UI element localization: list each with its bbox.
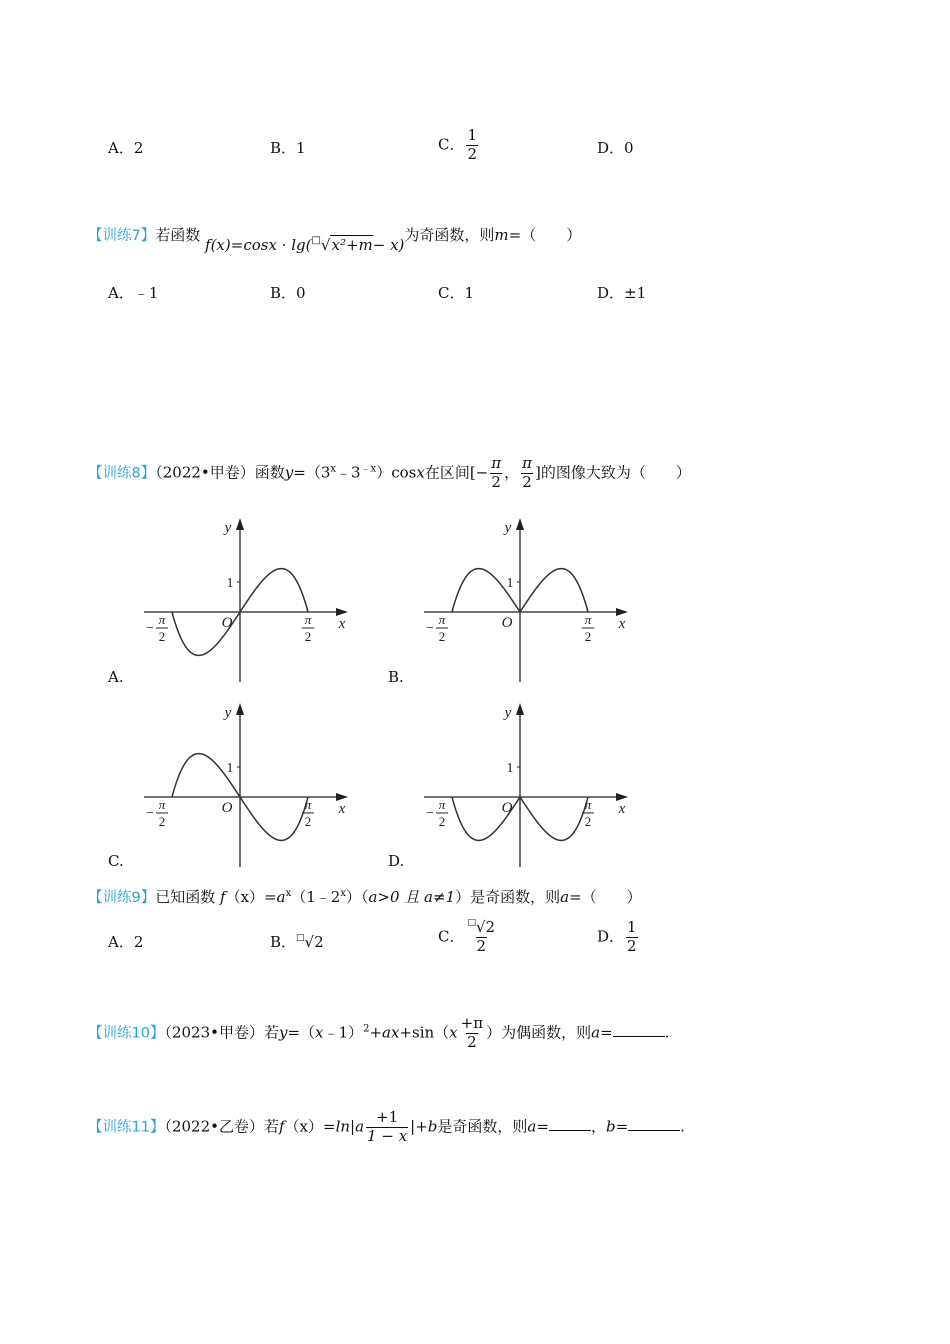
q6-option-d: D．0 [597, 139, 634, 157]
tick-pos-two: 2 [304, 629, 312, 644]
tick-pos-pi: π [304, 797, 312, 812]
tick-label-one: 1 [506, 761, 514, 776]
y-axis-arrow [516, 703, 524, 715]
q7-stem: 【训练7】若函数 f(x)=cosx · lg(□√x²+m− x)为奇函数，则m=（ ） [88, 226, 582, 254]
graph-b-letter[interactable]: B. [388, 668, 404, 686]
tick-neg-pi: π [438, 797, 446, 812]
origin-label: O [501, 615, 513, 631]
q7-option-d: D．±1 [597, 284, 647, 302]
y-axis-label: y [504, 520, 512, 536]
y-axis-arrow [236, 703, 244, 715]
y-axis-arrow [236, 518, 244, 530]
x-axis-arrow [616, 793, 628, 801]
x-axis-arrow [616, 608, 628, 616]
origin-label: O [221, 800, 233, 816]
answer-blank-a[interactable] [613, 1022, 665, 1037]
q9-option-b: B．□√2 [270, 933, 324, 951]
tick-label-one: 1 [506, 576, 514, 591]
origin-label: O [501, 800, 513, 816]
q7-option-a: A．﹣1 [108, 284, 159, 302]
tick-pos-two: 2 [584, 814, 592, 829]
q9-stem: 【训练9】已知函数 $f(x)=a^x(1﹣2^x)(a>0$ 且 a≠1）是奇函数，则a=（ ） [88, 888, 642, 906]
graph-c-letter[interactable]: C. [108, 852, 124, 870]
fraction: $\frac{1}{2}$ [467, 126, 478, 163]
tick-neg-sign: − [426, 806, 434, 821]
x-axis-label: x [618, 801, 626, 817]
x-axis-label: x [338, 801, 346, 817]
tick-neg-two: 2 [158, 629, 166, 644]
graph-a [130, 512, 360, 687]
q7-option-b: B．0 [270, 284, 306, 302]
x-axis-arrow [336, 793, 348, 801]
x-axis-label: x [618, 616, 626, 632]
tick-pos-pi: π [584, 797, 592, 812]
tick-pos-two: 2 [304, 814, 312, 829]
tick-neg-sign: − [426, 621, 434, 636]
tick-neg-pi: π [158, 797, 166, 812]
answer-blank-b[interactable] [628, 1116, 680, 1131]
y-axis-label: y [504, 705, 512, 721]
graph-b [410, 512, 640, 687]
q6-option-b: B．1 [270, 139, 306, 157]
tick-neg-two: 2 [438, 629, 446, 644]
tick-label-one: 1 [226, 761, 234, 776]
y-axis-label: y [224, 520, 232, 536]
q7-option-c: C．1 [438, 284, 475, 302]
q9-option-a: A．2 [108, 933, 144, 951]
q8-stem: 【训练8】（2022•甲卷）函数$y=(3^x﹣3^{﹣x})\cos x$在区间[− $\frac{\pi}{2}$ ， $\frac{\pi}{2}$ ]的图像大致为（ ） [88, 454, 691, 491]
graph-c [130, 697, 360, 872]
tick-pos-two: 2 [584, 629, 592, 644]
tick-neg-pi: π [438, 612, 446, 627]
q9-option-d: D． $\frac{1}{2}$ [597, 918, 637, 955]
tick-pos-pi: π [584, 612, 592, 627]
tick-neg-two: 2 [158, 814, 166, 829]
origin-label: O [221, 615, 233, 631]
graph-d [410, 697, 640, 872]
graph-d-letter[interactable]: D. [388, 852, 405, 870]
graph-a-letter[interactable]: A. [108, 668, 124, 686]
y-axis-arrow [516, 518, 524, 530]
x-axis-arrow [336, 608, 348, 616]
tick-pos-pi: π [304, 612, 312, 627]
tick-neg-sign: − [146, 806, 154, 821]
x-axis-label: x [338, 616, 346, 632]
q11-stem: 【训练11】（2022•乙卷）若f（x）=ln|a $\frac{+1}{1 - x}$ |+b是奇函数，则a= ，b= . [88, 1108, 685, 1145]
y-axis-label: y [224, 705, 232, 721]
tick-neg-sign: − [146, 621, 154, 636]
tick-neg-two: 2 [438, 814, 446, 829]
q9-option-c: C． $\frac{^□√2}{2}$ [438, 918, 496, 955]
q10-stem: 【训练10】（2023•甲卷）若y=（x﹣1）$^2$+ax+sin（x $\frac{+\pi}{2}$ ）为偶函数，则a= . [88, 1014, 670, 1051]
answer-blank-a[interactable] [549, 1116, 591, 1131]
q6-option-a: A．2 [108, 139, 144, 157]
q6-option-c: C． $\frac{1}{2}$ [438, 126, 478, 163]
tick-neg-pi: π [158, 612, 166, 627]
q7-formula: f(x)=cosx · lg(□√x²+m− x) [205, 235, 405, 254]
tick-label-one: 1 [226, 576, 234, 591]
